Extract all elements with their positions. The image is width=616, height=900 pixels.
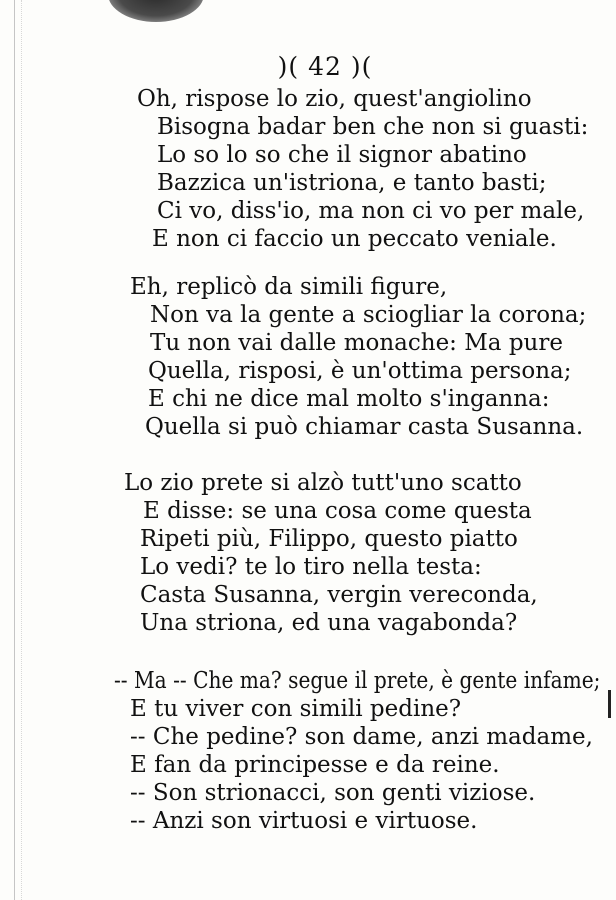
verse-line: Oh, rispose lo zio, quest'angiolino: [137, 86, 532, 112]
verse-line: Quella si può chiamar casta Susanna.: [145, 414, 584, 440]
verse-line: E chi ne dice mal molto s'inganna:: [148, 386, 550, 412]
page-number: )( 42 )(: [277, 52, 373, 81]
verse-line: -- Son strionacci, son genti viziose.: [130, 780, 536, 806]
binding-edge: [14, 0, 22, 900]
verse-line: E non ci faccio un peccato veniale.: [152, 226, 557, 252]
verse-line: -- Che pedine? son dame, anzi madame,: [130, 724, 593, 750]
verse-line: E fan da principesse e da reine.: [130, 752, 500, 778]
verse-line: -- Ma -- Che ma? segue il prete, è gente infame;: [114, 668, 601, 694]
verse-line: Quella, risposi, è un'ottima persona;: [148, 358, 572, 384]
verse-line: -- Anzi son virtuosi e virtuose.: [130, 808, 478, 834]
verse-line: Ripeti più, Filippo, questo piatto: [140, 526, 518, 552]
verse-line: E tu viver con simili pedine?: [130, 696, 462, 722]
verse-line: Una striona, ed una vagabonda?: [140, 610, 518, 636]
verse-line: Bisogna badar ben che non si guasti:: [157, 114, 589, 140]
verse-line: Non va la gente a sciogliar la corona;: [150, 302, 587, 328]
verse-line: Bazzica un'istriona, e tanto basti;: [157, 170, 547, 196]
verse-line: Eh, replicò da simili figure,: [130, 274, 448, 300]
margin-mark: [608, 690, 611, 718]
verse-line: Lo so lo so che il signor abatino: [157, 142, 527, 168]
verse-line: Ci vo, diss'io, ma non ci vo per male,: [157, 198, 585, 224]
verse-line: Tu non vai dalle monache: Ma pure: [150, 330, 563, 356]
verse-line: Casta Susanna, vergin vereconda,: [140, 582, 538, 608]
verse-line: Lo zio prete si alzò tutt'uno scatto: [124, 470, 522, 496]
verse-line: E disse: se una cosa come questa: [143, 498, 532, 524]
verse-line: Lo vedi? te lo tiro nella testa:: [140, 554, 482, 580]
ink-stamp: [108, 0, 204, 22]
